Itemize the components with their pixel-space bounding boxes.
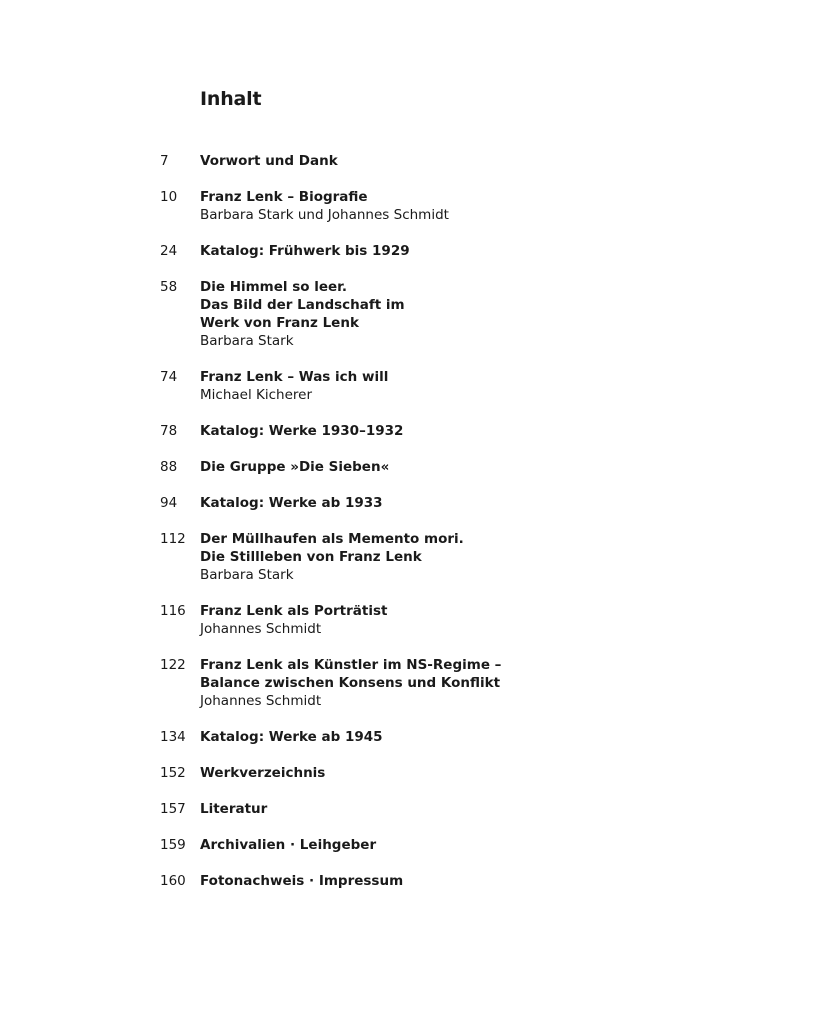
toc-entry[interactable] (0, 188, 824, 224)
toc-entry-title (200, 368, 824, 386)
toc-entry-body (200, 458, 824, 476)
toc-title-line: Die Himmel so leer. (200, 279, 348, 295)
toc-entry-title (200, 188, 824, 206)
toc-entry-title (200, 656, 824, 692)
toc-title-line: Franz Lenk – Biografie (200, 189, 368, 205)
toc-page-number: 160 (160, 873, 186, 889)
table-of-contents (0, 152, 824, 908)
toc-entry-author: Michael Kicherer (200, 387, 312, 403)
toc-entry-body (200, 422, 824, 440)
toc-entry[interactable] (0, 872, 824, 890)
toc-entry-body (200, 278, 824, 350)
toc-title-line: Franz Lenk – Was ich will (200, 369, 389, 385)
toc-title-line: Das Bild der Landschaft im (200, 297, 405, 313)
toc-entry-title (200, 728, 824, 746)
toc-entry-author: Barbara Stark (200, 333, 294, 349)
toc-page-number: 134 (160, 729, 186, 745)
toc-entry[interactable] (0, 152, 824, 170)
toc-entry[interactable] (0, 458, 824, 476)
toc-entry-body (200, 242, 824, 260)
toc-title-line: Fotonachweis · Impressum (200, 873, 404, 889)
toc-title-line: Die Stillleben von Franz Lenk (200, 549, 422, 565)
toc-entry-body (200, 872, 824, 890)
toc-entry-body (200, 494, 824, 512)
toc-page-number: 112 (160, 531, 186, 547)
toc-page-number: 152 (160, 765, 186, 781)
toc-title-line: Balance zwischen Konsens und Konflikt (200, 675, 501, 691)
toc-entry-body (200, 728, 824, 746)
toc-entry-title (200, 800, 824, 818)
toc-entry[interactable] (0, 530, 824, 584)
toc-entry-title (200, 422, 824, 440)
toc-title-line: Werk von Franz Lenk (200, 315, 359, 331)
toc-title-line: Katalog: Werke ab 1933 (200, 495, 383, 511)
toc-entry-title (200, 152, 824, 170)
toc-title-line: Die Gruppe »Die Sieben« (200, 459, 390, 475)
toc-entry[interactable] (0, 728, 824, 746)
toc-entry-body (200, 152, 824, 170)
toc-entry[interactable] (0, 764, 824, 782)
toc-title-line: Archivalien · Leihgeber (200, 837, 377, 853)
toc-entry-author: Johannes Schmidt (200, 693, 322, 709)
toc-title-line: Werkverzeichnis (200, 765, 326, 781)
toc-page-number: 88 (160, 459, 178, 475)
toc-entry[interactable] (0, 800, 824, 818)
toc-page-number: 159 (160, 837, 186, 853)
toc-title-line: Vorwort und Dank (200, 153, 338, 169)
toc-entry-author: Barbara Stark (200, 567, 294, 583)
toc-entry-title (200, 458, 824, 476)
toc-title-line: Franz Lenk als Porträtist (200, 603, 388, 619)
toc-entry[interactable] (0, 602, 824, 638)
toc-page-number: 157 (160, 801, 186, 817)
toc-title-line: Katalog: Frühwerk bis 1929 (200, 243, 410, 259)
toc-page-number: 94 (160, 495, 178, 511)
toc-entry[interactable] (0, 836, 824, 854)
toc-entry-body (200, 764, 824, 782)
toc-entry[interactable] (0, 422, 824, 440)
toc-page-number: 74 (160, 369, 178, 385)
toc-entry-body (200, 836, 824, 854)
toc-entry[interactable] (0, 242, 824, 260)
page-title: Inhalt (200, 87, 262, 110)
toc-entry-title (200, 530, 824, 566)
toc-title-line: Katalog: Werke 1930–1932 (200, 423, 404, 439)
toc-entry-title (200, 242, 824, 260)
toc-entry[interactable] (0, 368, 824, 404)
toc-entry[interactable] (0, 278, 824, 350)
toc-page-number: 122 (160, 657, 186, 673)
toc-title-line: Der Müllhaufen als Memento mori. (200, 531, 464, 547)
toc-entry-body (200, 188, 824, 224)
toc-entry-title (200, 278, 824, 332)
toc-entry-body (200, 602, 824, 638)
toc-entry-title (200, 602, 824, 620)
toc-entry-author: Johannes Schmidt (200, 621, 322, 637)
toc-entry[interactable] (0, 656, 824, 710)
toc-page-number: 7 (160, 153, 169, 169)
toc-entry-body (200, 800, 824, 818)
toc-title-line: Franz Lenk als Künstler im NS-Regime – (200, 657, 502, 673)
toc-entry-title (200, 872, 824, 890)
toc-page-number: 116 (160, 603, 186, 619)
toc-entry-title (200, 836, 824, 854)
toc-title-line: Literatur (200, 801, 268, 817)
toc-entry[interactable] (0, 494, 824, 512)
toc-title-line: Katalog: Werke ab 1945 (200, 729, 383, 745)
toc-entry-title (200, 494, 824, 512)
toc-entry-body (200, 656, 824, 710)
toc-page-number: 10 (160, 189, 178, 205)
toc-page-number: 58 (160, 279, 178, 295)
toc-entry-body (200, 530, 824, 584)
toc-entry-body (200, 368, 824, 404)
toc-page-number: 24 (160, 243, 178, 259)
toc-page-number: 78 (160, 423, 178, 439)
toc-entry-title (200, 764, 824, 782)
toc-entry-author: Barbara Stark und Johannes Schmidt (200, 207, 449, 223)
